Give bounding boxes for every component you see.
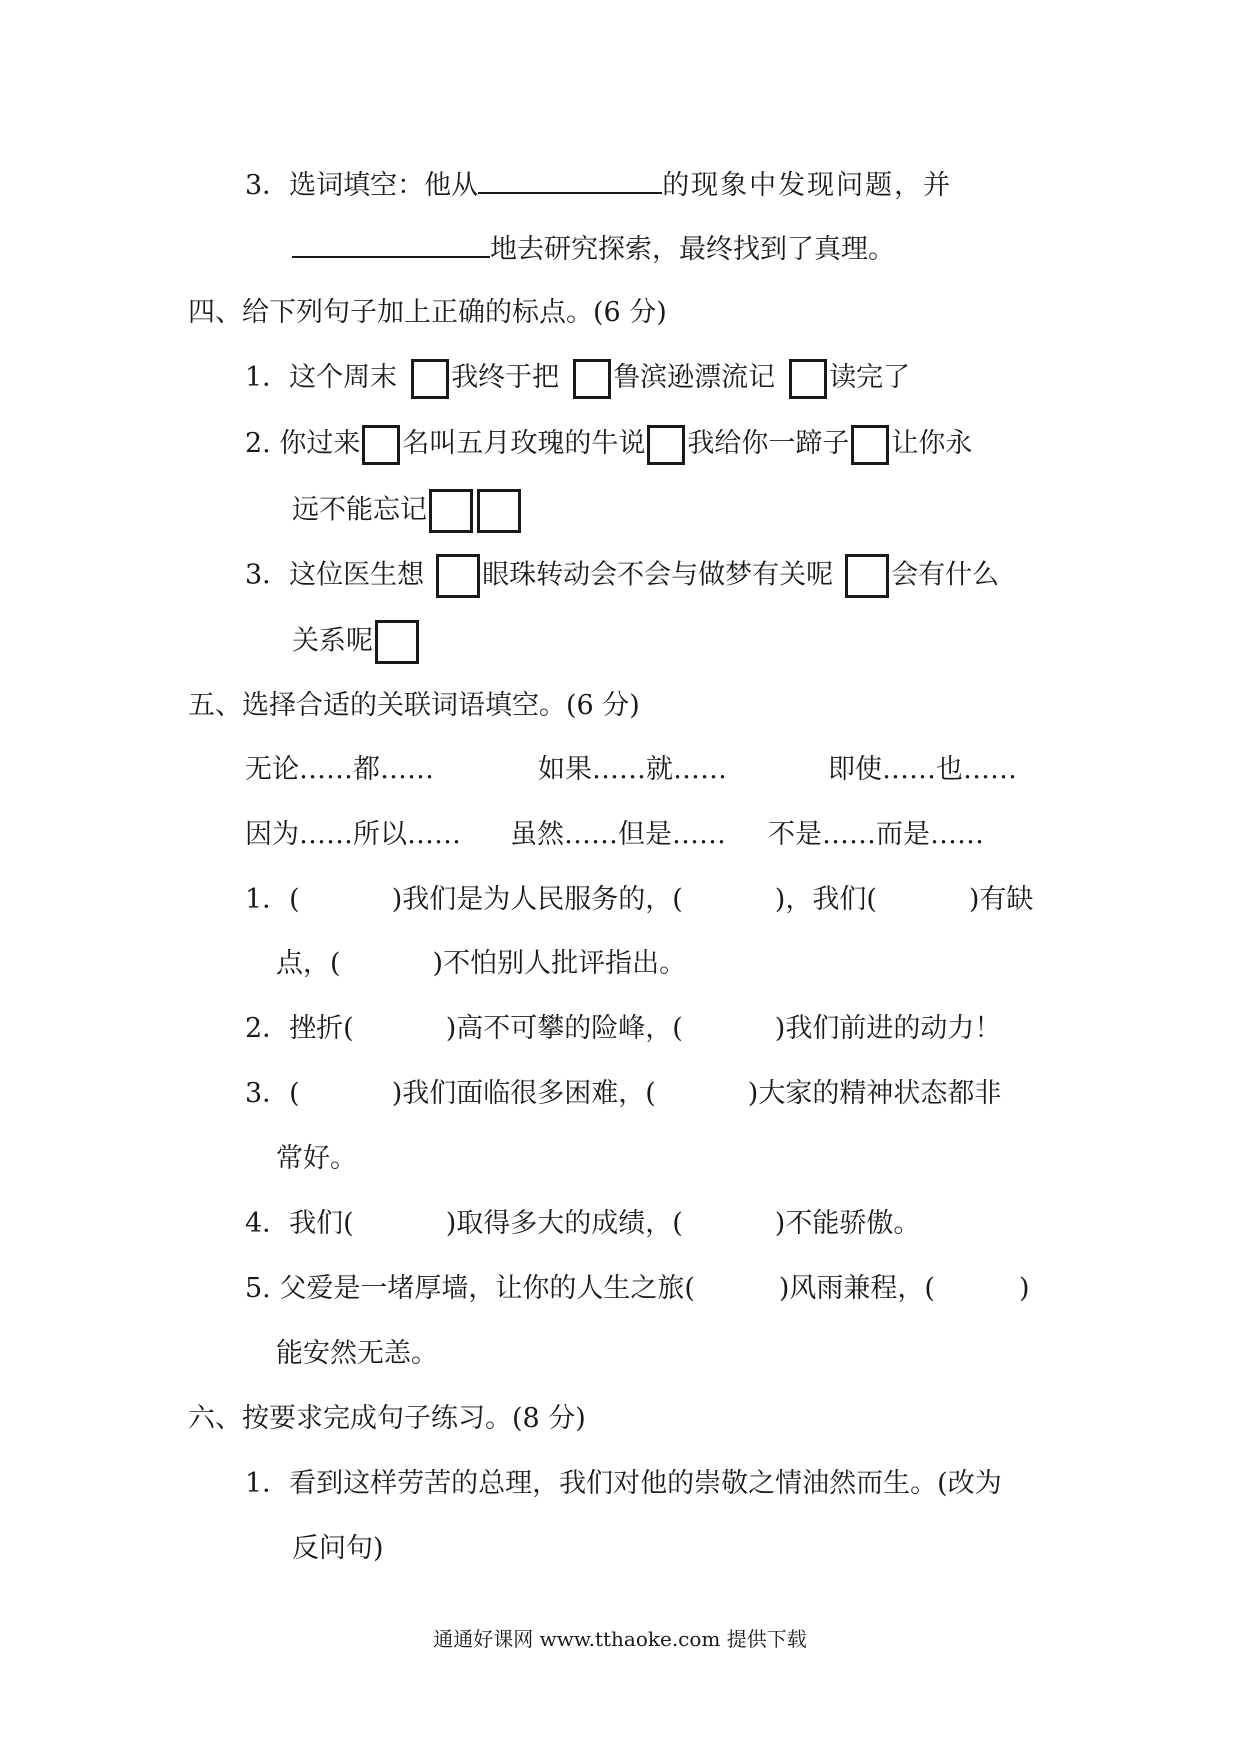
q3-text-c: 地去研究探索，最终找到了真理。 (490, 234, 895, 265)
s4-i1-text-4: 读完了 (829, 362, 911, 393)
s5-i1-text-1: 1．( (245, 884, 300, 915)
s4-i1-text-1: 1．这个周末 (245, 362, 398, 393)
s5-i1-text-3: )，我们( (774, 884, 877, 915)
s5-i1-text-4: )有缺 (968, 884, 1034, 915)
s4-item3-line2 (292, 620, 421, 660)
s5-i4-text-1: 4．我们( (245, 1208, 354, 1239)
s4-item1 (245, 358, 910, 398)
option-6: 不是……而是…… (768, 819, 984, 850)
punct-box[interactable] (573, 359, 611, 399)
q3-line2 (292, 228, 895, 268)
s4-i3-text-2: 眼珠转动会不会与做梦有关呢 (482, 559, 834, 591)
q3-text-b: 的现象中发现问题，并 (662, 170, 953, 201)
option-1: 无论……都…… (245, 754, 434, 785)
s5-i5-text-2: )风雨兼程，( (778, 1273, 935, 1304)
s5-item3-line2: 常好。 (276, 1143, 357, 1174)
s4-item2-line2 (292, 489, 523, 529)
s5-i5-text-3: ) (1018, 1273, 1030, 1304)
s5-i2-text-1: 2．挫折( (245, 1013, 354, 1044)
option-5: 虽然……但是…… (510, 819, 726, 850)
q3-text-a: 3．选词填空：他从 (245, 170, 479, 201)
s6-item1-line2: 反问句) (292, 1533, 384, 1564)
s4-item3-line1 (245, 554, 999, 594)
punct-box[interactable] (477, 489, 521, 533)
s4-i2-text-3: 我给你一蹄子 (687, 428, 850, 459)
punct-box[interactable] (436, 554, 480, 598)
s5-i5-text-1: 5. 父爱是一堵厚墙，让你的人生之旅( (245, 1273, 695, 1304)
answer-blank-2[interactable] (292, 228, 490, 258)
s5-item5-line1 (245, 1269, 1030, 1309)
s5-item5-line2: 能安然无恙。 (276, 1338, 438, 1369)
option-4: 因为……所以…… (245, 819, 461, 850)
s4-i3-text-4: 关系呢 (292, 625, 373, 657)
s4-i1-text-2: 我终于把 (451, 362, 560, 393)
s5-item1-line1 (245, 880, 1033, 920)
s5-i2-text-3: )我们前进的动力！ (774, 1013, 1002, 1044)
s5-item4 (245, 1204, 920, 1244)
s5-i4-text-3: )不能骄傲。 (774, 1208, 921, 1239)
s5-i4-text-2: )取得多大的成绩，( (445, 1208, 683, 1239)
section6-heading: 六、按要求完成句子练习。(8 分) (188, 1403, 586, 1434)
s6-item1-line1: 1．看到这样劳苦的总理，我们对他的崇敬之情油然而生。(改为 (245, 1468, 1002, 1499)
s5-item1-line2 (276, 944, 686, 984)
answer-blank-1[interactable] (478, 164, 662, 194)
page-footer: 通通好课网 www.tthaoke.com 提供下载 (433, 1627, 807, 1651)
s4-item2-line1 (245, 424, 972, 464)
punct-box[interactable] (845, 554, 889, 598)
section5-heading: 五、选择合适的关联词语填空。(6 分) (188, 690, 640, 721)
q3-line1 (245, 164, 952, 204)
punct-box[interactable] (851, 425, 889, 465)
s4-i1-text-3: 鲁滨逊漂流记 (613, 362, 776, 393)
section4-heading: 四、给下列句子加上正确的标点。(6 分) (188, 297, 667, 328)
s4-i3-text-3: 会有什么 (891, 559, 1000, 591)
s4-i2-text-1: 2. 你过来 (245, 428, 361, 459)
s5-i3-text-2: )我们面临很多困难，( (391, 1078, 656, 1109)
s4-i2-text-2: 名叫五月玫瑰的牛说 (402, 428, 646, 459)
option-2: 如果……就…… (538, 754, 727, 785)
s5-i1-text-2: )我们是为人民服务的，( (391, 884, 683, 915)
s5-item2 (245, 1009, 1001, 1049)
punct-box[interactable] (411, 359, 449, 399)
punct-box[interactable] (647, 425, 685, 465)
s5-i3-text-1: 3．( (245, 1078, 300, 1109)
s5-i3-text-3: )大家的精神状态都非 (747, 1078, 1002, 1109)
option-3: 即使……也…… (828, 754, 1017, 785)
s5-i2-text-2: )高不可攀的险峰，( (445, 1013, 683, 1044)
punct-box[interactable] (362, 425, 400, 465)
s4-i2-text-5: 远不能忘记 (292, 494, 427, 526)
punct-box[interactable] (789, 359, 827, 399)
s5-item3-line1 (245, 1074, 1001, 1114)
s4-i2-text-4: 让你永 (891, 428, 973, 459)
s5-i1-text-5: 点，( (276, 948, 341, 979)
punct-box[interactable] (375, 620, 419, 664)
s5-i1-text-6: )不怕别人批评指出。 (432, 948, 687, 979)
punct-box[interactable] (429, 489, 473, 533)
s4-i3-text-1: 3．这位医生想 (245, 559, 425, 591)
